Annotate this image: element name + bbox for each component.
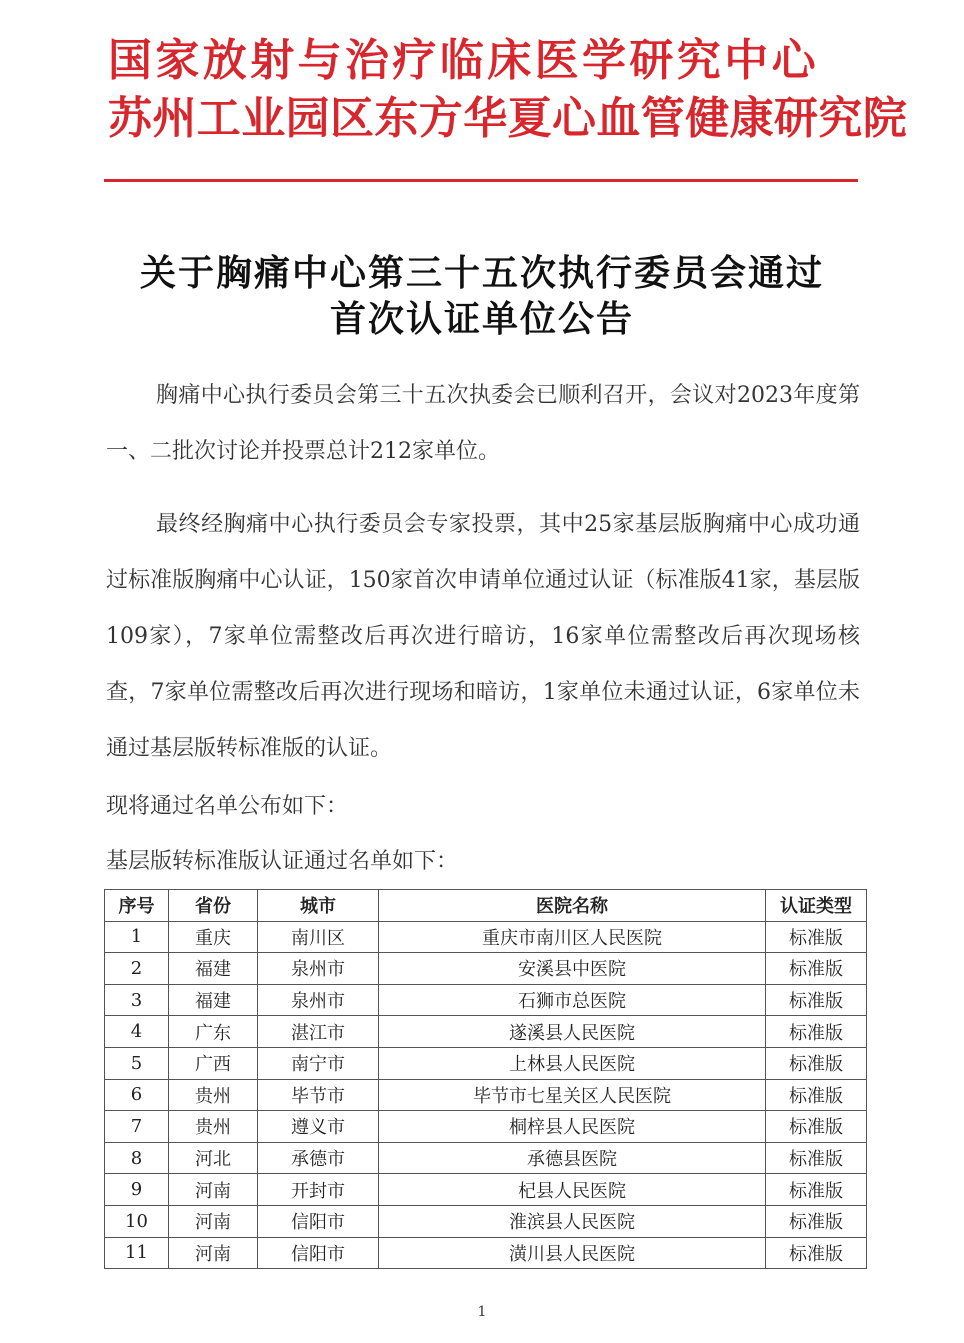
cell-city: 承德市 — [258, 1142, 379, 1174]
list-title-line: 基层版转标准版认证通过名单如下： — [106, 849, 459, 874]
header-org-line-1: 国家放射与治疗临床医学研究中心 — [108, 35, 819, 86]
cell-index: 2 — [105, 953, 169, 985]
table-row — [105, 1237, 867, 1269]
cell-hospital: 重庆市南川区人民医院 — [379, 921, 766, 953]
table-row — [105, 1205, 867, 1237]
cell-index: 1 — [105, 921, 169, 953]
cell-index: 10 — [105, 1205, 169, 1237]
cell-hospital: 安溪县中医院 — [379, 953, 766, 985]
cell-cert-type: 标准版 — [766, 1079, 867, 1111]
cell-province: 福建 — [169, 953, 258, 985]
cell-cert-type: 标准版 — [766, 984, 867, 1016]
cell-city: 湛江市 — [258, 1016, 379, 1048]
col-header-province: 省份 — [169, 890, 258, 922]
table-row — [105, 921, 867, 953]
cell-province: 河南 — [169, 1205, 258, 1237]
cell-hospital: 桐梓县人民医院 — [379, 1111, 766, 1143]
table-row — [105, 1016, 867, 1048]
cell-index: 4 — [105, 1016, 169, 1048]
cell-city: 遵义市 — [258, 1111, 379, 1143]
document-title-line-2: 首次认证单位公告 — [329, 299, 634, 340]
cell-province: 广东 — [169, 1016, 258, 1048]
table-row — [105, 1142, 867, 1174]
col-header-hospital: 医院名称 — [379, 890, 766, 922]
table-row — [105, 953, 867, 985]
cell-city: 泉州市 — [258, 953, 379, 985]
cell-cert-type: 标准版 — [766, 1111, 867, 1143]
cell-city: 南宁市 — [258, 1047, 379, 1079]
cell-index: 11 — [105, 1237, 169, 1269]
cell-cert-type: 标准版 — [766, 1237, 867, 1269]
cell-city: 毕节市 — [258, 1079, 379, 1111]
cell-city: 南川区 — [258, 921, 379, 953]
cell-province: 福建 — [169, 984, 258, 1016]
cell-cert-type: 标准版 — [766, 953, 867, 985]
cell-index: 8 — [105, 1142, 169, 1174]
cell-hospital: 淮滨县人民医院 — [379, 1205, 766, 1237]
document-title-line-1: 关于胸痛中心第三十五次执行委员会通过 — [139, 253, 824, 294]
cell-index: 9 — [105, 1174, 169, 1206]
cell-province: 贵州 — [169, 1111, 258, 1143]
col-header-city: 城市 — [258, 890, 379, 922]
cell-cert-type: 标准版 — [766, 1142, 867, 1174]
cell-province: 贵州 — [169, 1079, 258, 1111]
cell-province: 河北 — [169, 1142, 258, 1174]
cell-index: 3 — [105, 984, 169, 1016]
cell-hospital: 承德县医院 — [379, 1142, 766, 1174]
cell-hospital: 潢川县人民医院 — [379, 1237, 766, 1269]
cell-index: 5 — [105, 1047, 169, 1079]
cell-province: 河南 — [169, 1237, 258, 1269]
announce-line: 现将通过名单公布如下： — [106, 794, 349, 819]
table-row — [105, 1174, 867, 1206]
cell-city: 信阳市 — [258, 1205, 379, 1237]
cell-province: 河南 — [169, 1174, 258, 1206]
cell-hospital: 遂溪县人民医院 — [379, 1016, 766, 1048]
cell-hospital: 杞县人民医院 — [379, 1174, 766, 1206]
cell-cert-type: 标准版 — [766, 1016, 867, 1048]
col-header-cert-type: 认证类型 — [766, 890, 867, 922]
cell-hospital: 上林县人民医院 — [379, 1047, 766, 1079]
cell-province: 重庆 — [169, 921, 258, 953]
col-header-index: 序号 — [105, 890, 169, 922]
table-row — [105, 1111, 867, 1143]
cell-city: 开封市 — [258, 1174, 379, 1206]
hospital-list-table — [104, 889, 867, 1269]
cell-cert-type: 标准版 — [766, 1047, 867, 1079]
cell-province: 广西 — [169, 1047, 258, 1079]
cell-hospital: 毕节市七星关区人民医院 — [379, 1079, 766, 1111]
cell-cert-type: 标准版 — [766, 921, 867, 953]
body-paragraph-2: 最终经胸痛中心执行委员会专家投票，其中25家基层版胸痛中心成功通过标准版胸痛中心认证，150家首次申请单位通过认证（标准版41家，基层版109家），7家单位需整改后再次进行暗访，16家单位需整改后再次现场核查，7家单位需整改后再次进行现场和暗访，1家单位未通过认证，6家单位未通过基层版转标准版的认证。 — [106, 512, 860, 761]
cell-city: 信阳市 — [258, 1237, 379, 1269]
page-number: 1 — [477, 1304, 487, 1320]
cell-index: 7 — [105, 1111, 169, 1143]
header-org-line-2: 苏州工业园区东方华夏心血管健康研究院 — [108, 93, 908, 144]
cell-cert-type: 标准版 — [766, 1174, 867, 1206]
table-row — [105, 1047, 867, 1079]
cell-index: 6 — [105, 1079, 169, 1111]
table-row — [105, 1079, 867, 1111]
cell-city: 泉州市 — [258, 984, 379, 1016]
header-divider — [104, 179, 858, 182]
table-row — [105, 984, 867, 1016]
cell-cert-type: 标准版 — [766, 1205, 867, 1237]
table-header-row — [105, 890, 867, 922]
body-paragraph-1: 胸痛中心执行委员会第三十五次执委会已顺利召开，会议对2023年度第一、二批次讨论并投票总计212家单位。 — [106, 383, 860, 464]
cell-hospital: 石狮市总医院 — [379, 984, 766, 1016]
